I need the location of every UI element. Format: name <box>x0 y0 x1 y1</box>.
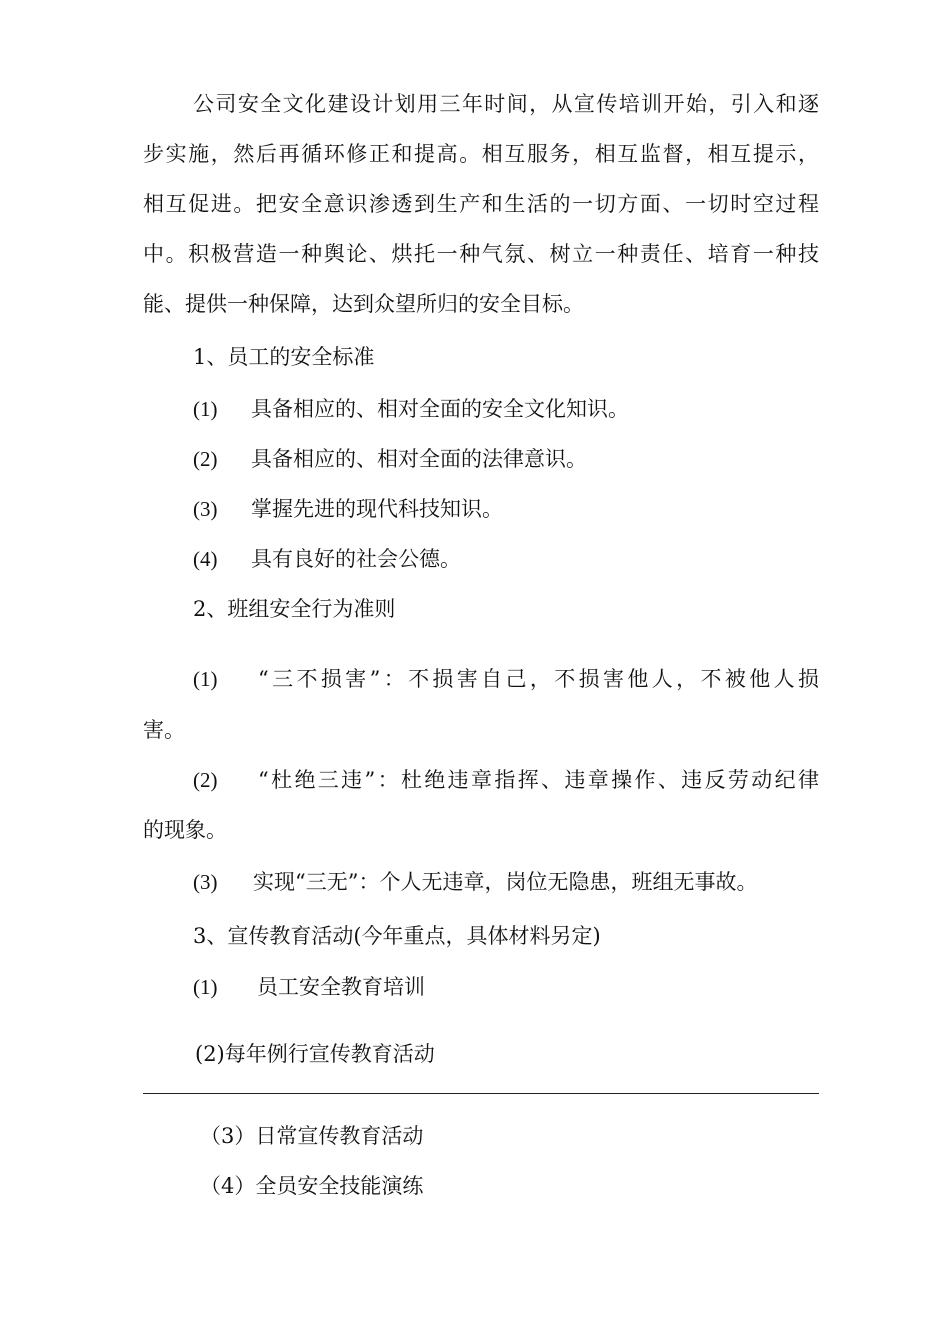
section-3-heading: 3、宣传教育活动(今年重点，具体材料另定) <box>193 924 601 948</box>
list-item-number: (1) <box>193 667 218 691</box>
intro-line-1: 公司安全文化建设计划用三年时间，从宣传培训开始，引入和逐 <box>193 92 819 116</box>
list-item-number: (1) <box>193 397 218 421</box>
page-divider <box>143 1093 819 1094</box>
intro-line-4: 中。积极营造一种舆论、烘托一种气氛、树立一种责任、培育一种技 <box>143 242 819 266</box>
list-item-number: (3) <box>193 870 218 894</box>
list-item: 具备相应的、相对全面的安全文化知识。 <box>251 397 629 421</box>
list-item: （4）全员安全技能演练 <box>200 1174 424 1198</box>
list-item-number: (4) <box>193 547 218 571</box>
intro-line-3: 相互促进。把安全意识渗透到生产和生活的一切方面、一切时空过程 <box>143 192 819 216</box>
list-item-continuation: 的现象。 <box>143 818 227 842</box>
list-item-number: (3) <box>193 497 218 521</box>
list-item: (2)每年例行宣传教育活动 <box>195 1042 435 1066</box>
list-item: “杜绝三违”：杜绝违章指挥、违章操作、违反劳动纪律 <box>258 768 819 792</box>
list-item: 具有良好的社会公德。 <box>251 547 461 571</box>
list-item: 实现“三无”：个人无违章，岗位无隐患，班组无事故。 <box>253 870 758 894</box>
list-item-number: (2) <box>193 768 218 792</box>
intro-line-5: 能、提供一种保障，达到众望所归的安全目标。 <box>143 292 584 316</box>
list-item-number: (2) <box>193 447 218 471</box>
section-2-heading: 2、班组安全行为准则 <box>193 597 396 621</box>
list-item-continuation: 害。 <box>143 718 185 742</box>
list-item-number: (1) <box>193 975 218 999</box>
section-1-heading: 1、员工的安全标准 <box>193 345 375 369</box>
list-item: 员工安全教育培训 <box>257 975 425 999</box>
list-item: （3）日常宣传教育活动 <box>200 1124 424 1148</box>
list-item: 掌握先进的现代科技知识。 <box>251 497 503 521</box>
intro-line-2: 步实施，然后再循环修正和提高。相互服务，相互监督，相互提示， <box>143 142 819 166</box>
list-item: 具备相应的、相对全面的法律意识。 <box>251 447 587 471</box>
list-item: “三不损害”：不损害自己，不损害他人，不被他人损 <box>258 667 819 691</box>
